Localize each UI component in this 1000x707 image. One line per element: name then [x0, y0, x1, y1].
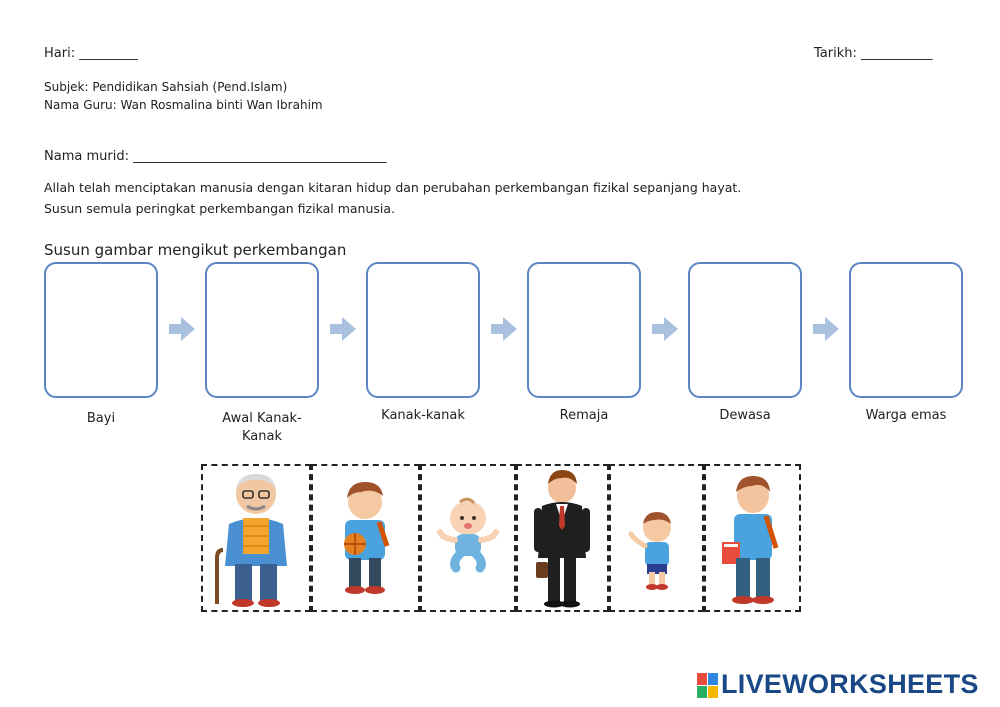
student-name-field[interactable]: Nama murid: _______________________________________ — [44, 149, 387, 164]
date-field[interactable]: Tarikh: ___________ — [814, 46, 933, 61]
drop-slot-bayi[interactable] — [44, 262, 158, 398]
stage-label-warga-emas: Warga emas — [865, 408, 947, 423]
instruction-line-2: Susun semula peringkat perkembangan fizikal manusia. — [44, 201, 396, 216]
stage-label-dewasa: Dewasa — [719, 408, 771, 423]
logo-blocks-icon — [697, 673, 719, 699]
card-teenager-with-books[interactable] — [704, 464, 801, 612]
drop-slot-remaja[interactable] — [527, 262, 641, 398]
adult-man-in-suit-icon — [518, 466, 607, 610]
drop-slot-kanak-kanak[interactable] — [366, 262, 480, 398]
arrow-right-icon — [169, 317, 195, 341]
arrow-right-icon — [652, 317, 678, 341]
instruction-line-1: Allah telah menciptakan manusia dengan kitaran hidup dan perubahan perkembangan fizikal sepanjang hayat. — [44, 180, 742, 195]
baby-icon — [422, 466, 514, 610]
stage-label-remaja: Remaja — [559, 408, 609, 423]
child-with-ball-icon — [313, 466, 418, 610]
card-child-with-ball[interactable] — [311, 464, 420, 612]
arrow-right-icon — [813, 317, 839, 341]
teacher-line: Nama Guru: Wan Rosmalina binti Wan Ibrahim — [44, 98, 323, 112]
stage-label-kanak-kanak: Kanak-kanak — [381, 408, 465, 423]
stage-label-bayi: Bayi — [86, 411, 116, 426]
teenager-with-books-icon — [706, 466, 799, 610]
logo-text: LIVEWORKSHEETS — [721, 669, 979, 699]
elderly-man-icon — [203, 466, 309, 610]
drop-slot-awal-kanak-kanak[interactable] — [205, 262, 319, 398]
subject-line: Subjek: Pendidikan Sahsiah (Pend.Islam) — [44, 80, 288, 94]
card-elderly-man[interactable] — [201, 464, 311, 612]
activity-title: Susun gambar mengikut perkembangan — [44, 241, 347, 259]
toddler-icon — [611, 466, 702, 610]
drop-slot-dewasa[interactable] — [688, 262, 802, 398]
stage-label-awal-kanak-kanak: Awal Kanak-Kanak — [222, 411, 302, 444]
arrow-right-icon — [491, 317, 517, 341]
card-toddler[interactable] — [609, 464, 704, 612]
arrow-right-icon — [330, 317, 356, 341]
day-field[interactable]: Hari: _________ — [44, 46, 138, 61]
card-baby[interactable] — [420, 464, 516, 612]
drop-slot-warga-emas[interactable] — [849, 262, 963, 398]
card-adult-man-in-suit[interactable] — [516, 464, 609, 612]
